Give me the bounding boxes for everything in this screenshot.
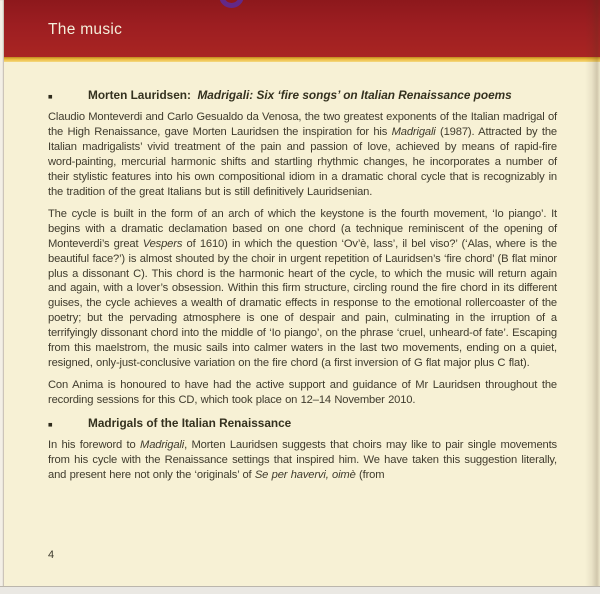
square-bullet-icon: ■ [48, 92, 53, 101]
text-segment: The cycle is built in the form of an arch of which the keystone is the fourth movement, ‘Io piango’. It begins with a dramatic declamation based on one chord (a technique reminiscent of the opening of Monteverdi’s great [48, 207, 557, 250]
section-heading [48, 88, 557, 104]
text-segment: of 1610) in which the question ‘Ov’è, lass’, il bel viso?’ (‘Alas, where is the beautiful face?’) is almost shouted by the choir in urgent repetition of Lauridsen’s ‘fire chord’ (B flat minor plus a dissonant C). This chord is the harmonic heart of the cycle, to which the music will return again and again, with a lover’s obsession. Within this firm structure, circling round the fire chord in its different guises, the cycle achieves a wealth of dramatic effects in response to the emotional rollercoaster of the poetry; but the pervading atmosphere is one of despair and pain, culminating in the irruption of a terrifyingly dissonant chord into the middle of ‘Io piango’, on the phrase ‘cruel, unheard-of fate’. Escaping from this maelstrom, the music sails into calmer waters in the last two movements, ending on a quiet, resigned, only-just-conclusive variation on the fire chord (a first inversion of G flat major plus C flat). [48, 237, 557, 369]
text-segment: Madrigals of the Italian Renaissance [88, 416, 292, 431]
paragraph [48, 207, 557, 371]
text-segment: , Morten Lauridsen suggests that choirs may like to pair single movements from his cycle with the Renaissance settings that inspired him. We have taken this suggestion literally, and present here not only the ‘originals’ of [48, 439, 557, 482]
section-heading-text [88, 416, 291, 430]
text-segment: Se per havervi, oimè [254, 469, 356, 482]
text-segment: Madrigali [391, 125, 436, 138]
section [48, 416, 557, 483]
text-segment: (from [355, 469, 385, 482]
text-segment: Vespers [142, 237, 183, 250]
text-segment: In his foreword to [48, 439, 141, 452]
page-title: The music [48, 21, 123, 38]
scan-edge-left [0, 0, 4, 594]
square-bullet-icon: ■ [48, 420, 53, 430]
scan-shadow-right [585, 0, 600, 586]
paragraph [48, 438, 557, 483]
paragraph [48, 378, 557, 408]
text-segment: Morten Lauridsen: [88, 88, 198, 102]
scan-edge-bottom [0, 586, 600, 594]
purple-arc-mark [219, 0, 244, 8]
text-segment: Con Anima is honoured to have had the active support and guidance of Mr Lauridsen throughout the recording sessions for this CD, which took place on 12–14 November 2010. [48, 379, 557, 407]
text-segment: Claudio Monteverdi and Carlo Gesualdo da Venosa, the two greatest exponents of the Italian madrigal of the High Renaissance, gave Morten Lauridsen the inspiration for his [48, 111, 557, 138]
text-segment: Madrigali: Six ‘fire songs’ on Italian Renaissance poems [197, 88, 512, 102]
paragraph [48, 110, 557, 199]
text-segment: (1987). Attracted by the Italian madrigalists’ vivid treatment of the pain and passion of love, achieved by means of rapid-fire word-painting, mercurial harmonic shifts and startling rhythmic changes, he incorporates a number of their stylistic features into his own compositional idiom in a dramatic choral cycle that is recognizably in the tradition of the great Italians but is still definitively Lauridsenian. [48, 125, 557, 198]
section [48, 88, 557, 408]
page-number: 4 [48, 549, 55, 561]
content-area [48, 62, 557, 483]
section-heading-text [88, 88, 512, 102]
text-segment: Madrigali [140, 439, 185, 452]
section-heading [48, 416, 557, 432]
